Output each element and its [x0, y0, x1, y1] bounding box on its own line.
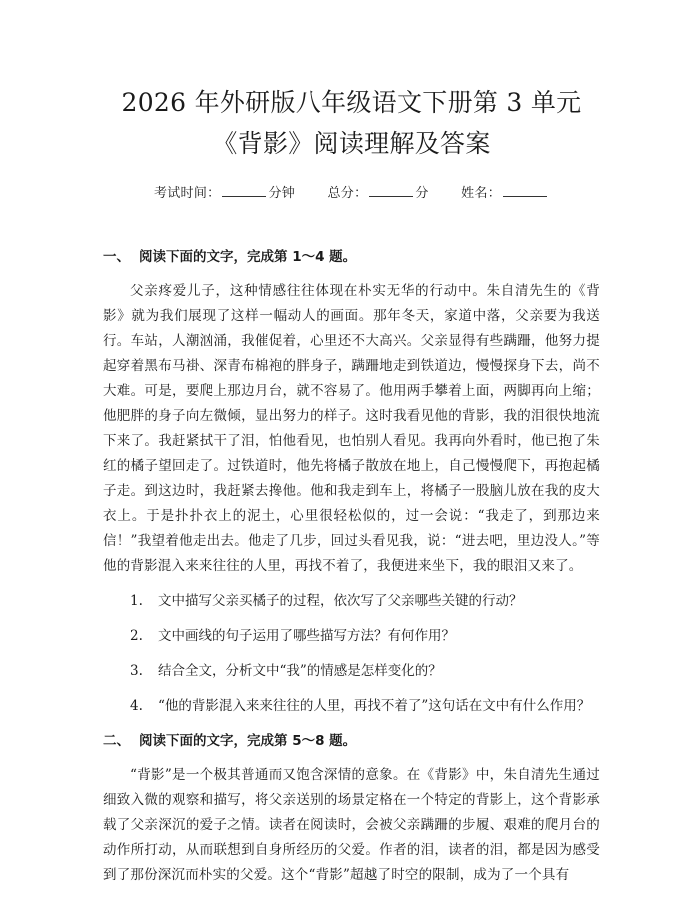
- question-3-number: 3.: [130, 663, 143, 679]
- page-title: 2026 年外研版八年级语文下册第 3 单元《背影》阅读理解及答案: [121, 88, 582, 158]
- question-2-text: 文中画线的句子运用了哪些描写方法？有何作用？: [158, 628, 455, 644]
- question-2-number: 2.: [130, 628, 143, 644]
- question-4-number: 4.: [130, 698, 143, 714]
- name-label: 姓名：: [461, 186, 502, 201]
- section-2-heading: [103, 731, 600, 751]
- total-score-blank[interactable]: [369, 184, 413, 197]
- name-blank[interactable]: [503, 184, 547, 197]
- section-2-passage: “背影”是一个极其普通而又饱含深情的意象。在《背影》中，朱自清先生通过细致入微的观察和描写，将父亲送别的场景定格在一个特定的背影上，这个背影承载了父亲深沉的爱子之情。读者在阅读时，会被父亲蹒跚的步履、艰难的爬月台的动作所打动，从而联想到自身所经历的父爱。作者的泪，读者的泪，都是因为感受到了那份深沉而朴实的父爱。这个“背影”超越了时空的限制，成为了一个具有: [103, 767, 600, 883]
- question-3: [103, 659, 600, 684]
- name-field: [461, 184, 549, 204]
- exam-info-line: [103, 184, 600, 204]
- question-4-text: “他的背影混入来来往往的人里，再找不着了”这句话在文中有什么作用？: [158, 698, 591, 714]
- section-2-instruction: 阅读下面的文字，完成第 5～8 题。: [139, 733, 357, 749]
- section-2-number: 二、: [103, 733, 130, 749]
- section-1-number: 一、: [103, 249, 130, 265]
- question-4: [103, 694, 600, 719]
- section-1-heading: [103, 247, 600, 267]
- section-1-passage: 父亲疼爱儿子，这种情感往往体现在朴实无华的行动中。朱自清先生的《背影》就为我们展现了这样一幅动人的画面。那年冬天，家道中落，父亲要为我送行。车站，人潮汹涌，我催促着，心里还不大高兴。父亲显得有些蹒跚，他努力提起穿着黑布马褂、深青布棉袍的胖身子，蹒跚地走到铁道边，慢慢探身下去，尚不大难。可是，要爬上那边月台，就不容易了。他用两手攀着上面，两脚再向上缩；他肥胖的身子向左微倾，显出努力的样子。这时我看见他的背影，我的泪很快地流下来了。我赶紧拭干了泪，怕他看见，也怕别人看见。我再向外看时，他已抱了朱红的橘子望回走了。过铁道时，他先将橘子散放在地上，自己慢慢爬下，再抱起橘子走。到这边时，我赶紧去搀他。他和我走到车上，将橘子一股脑儿放在我的皮大衣上。于是扑扑衣上的泥土，心里很轻松似的，过一会说：“我走了，到那边来信！”我望着他走出去。他走了几步，回过头看见我，说：“进去吧，里边没人。”等他的背影混入来来往往的人里，再找不着了，我便进来坐下，我的眼泪又来了。: [103, 283, 600, 574]
- exam-time-blank[interactable]: [222, 184, 266, 197]
- exam-time-field: [154, 184, 295, 204]
- question-2: [103, 624, 600, 649]
- total-score-field: [328, 184, 429, 204]
- question-3-text: 结合全文，分析文中“我”的情感是怎样变化的？: [158, 663, 442, 679]
- exam-time-label: 考试时间：: [153, 186, 221, 201]
- section-1-instruction: 阅读下面的文字，完成第 1～4 题。: [139, 249, 357, 265]
- question-1: [103, 589, 600, 614]
- total-score-unit: 分: [415, 186, 429, 201]
- question-1-text: 文中描写父亲买橘子的过程，依次写了父亲哪些关键的行动？: [158, 593, 523, 609]
- total-score-label: 总分：: [327, 186, 368, 201]
- question-1-number: 1.: [130, 593, 143, 609]
- exam-time-unit: 分钟: [268, 186, 296, 201]
